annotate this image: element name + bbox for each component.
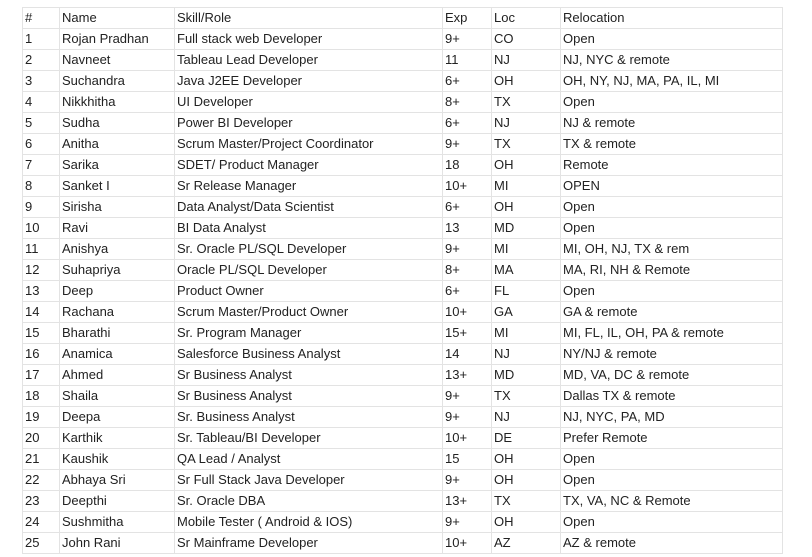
cell-relocation: Prefer Remote	[561, 428, 783, 449]
table-row	[23, 29, 783, 50]
cell-skill-role: Mobile Tester ( Android & IOS)	[175, 512, 443, 533]
cell-skill-role: Data Analyst/Data Scientist	[175, 197, 443, 218]
table-row	[23, 365, 783, 386]
candidates-table	[22, 7, 783, 554]
cell-number: 3	[23, 71, 60, 92]
cell-loc: GA	[492, 302, 561, 323]
cell-exp: 9+	[443, 407, 492, 428]
cell-loc: TX	[492, 134, 561, 155]
cell-name: Rachana	[60, 302, 175, 323]
cell-loc: AZ	[492, 533, 561, 554]
cell-relocation: NJ, NYC & remote	[561, 50, 783, 71]
cell-exp: 9+	[443, 512, 492, 533]
cell-name: Kaushik	[60, 449, 175, 470]
header-relocation: Relocation	[561, 8, 783, 29]
cell-skill-role: Sr. Oracle PL/SQL Developer	[175, 239, 443, 260]
cell-skill-role: Sr. Tableau/BI Developer	[175, 428, 443, 449]
cell-exp: 13+	[443, 491, 492, 512]
cell-relocation: MI, OH, NJ, TX & rem	[561, 239, 783, 260]
cell-relocation: MA, RI, NH & Remote	[561, 260, 783, 281]
cell-exp: 13	[443, 218, 492, 239]
cell-name: Anamica	[60, 344, 175, 365]
cell-name: Suhapriya	[60, 260, 175, 281]
cell-relocation: Open	[561, 449, 783, 470]
cell-loc: OH	[492, 155, 561, 176]
cell-exp: 10+	[443, 533, 492, 554]
cell-name: Deep	[60, 281, 175, 302]
cell-loc: OH	[492, 512, 561, 533]
cell-exp: 9+	[443, 239, 492, 260]
cell-skill-role: BI Data Analyst	[175, 218, 443, 239]
cell-name: Deepthi	[60, 491, 175, 512]
cell-name: Rojan Pradhan	[60, 29, 175, 50]
table-row	[23, 407, 783, 428]
cell-relocation: Open	[561, 197, 783, 218]
header-exp: Exp	[443, 8, 492, 29]
cell-loc: OH	[492, 449, 561, 470]
cell-relocation: NJ, NYC, PA, MD	[561, 407, 783, 428]
table-row	[23, 197, 783, 218]
cell-number: 19	[23, 407, 60, 428]
cell-number: 11	[23, 239, 60, 260]
cell-skill-role: Sr. Program Manager	[175, 323, 443, 344]
cell-number: 1	[23, 29, 60, 50]
cell-number: 24	[23, 512, 60, 533]
cell-skill-role: QA Lead / Analyst	[175, 449, 443, 470]
cell-relocation: GA & remote	[561, 302, 783, 323]
cell-skill-role: Sr. Oracle DBA	[175, 491, 443, 512]
cell-name: Anishya	[60, 239, 175, 260]
cell-loc: MI	[492, 239, 561, 260]
cell-loc: TX	[492, 92, 561, 113]
cell-name: Anitha	[60, 134, 175, 155]
table-row	[23, 71, 783, 92]
cell-exp: 8+	[443, 260, 492, 281]
cell-relocation: Open	[561, 281, 783, 302]
cell-number: 5	[23, 113, 60, 134]
cell-skill-role: Scrum Master/Product Owner	[175, 302, 443, 323]
cell-exp: 9+	[443, 29, 492, 50]
header-row	[23, 8, 783, 29]
cell-name: Deepa	[60, 407, 175, 428]
table-row	[23, 470, 783, 491]
header-number: #	[23, 8, 60, 29]
cell-relocation: NJ & remote	[561, 113, 783, 134]
cell-number: 13	[23, 281, 60, 302]
cell-exp: 11	[443, 50, 492, 71]
cell-skill-role: Power BI Developer	[175, 113, 443, 134]
cell-name: Ahmed	[60, 365, 175, 386]
cell-skill-role: Sr Release Manager	[175, 176, 443, 197]
table-row	[23, 92, 783, 113]
cell-relocation: NY/NJ & remote	[561, 344, 783, 365]
cell-loc: NJ	[492, 344, 561, 365]
cell-skill-role: Sr Business Analyst	[175, 386, 443, 407]
cell-exp: 9+	[443, 134, 492, 155]
cell-exp: 13+	[443, 365, 492, 386]
cell-skill-role: Scrum Master/Project Coordinator	[175, 134, 443, 155]
table-row	[23, 428, 783, 449]
cell-skill-role: UI Developer	[175, 92, 443, 113]
cell-skill-role: SDET/ Product Manager	[175, 155, 443, 176]
cell-exp: 6+	[443, 113, 492, 134]
cell-number: 22	[23, 470, 60, 491]
table-row	[23, 155, 783, 176]
cell-exp: 14	[443, 344, 492, 365]
cell-name: Shaila	[60, 386, 175, 407]
cell-loc: NJ	[492, 407, 561, 428]
cell-skill-role: Sr Business Analyst	[175, 365, 443, 386]
table-row	[23, 260, 783, 281]
cell-number: 6	[23, 134, 60, 155]
table-row	[23, 386, 783, 407]
cell-number: 25	[23, 533, 60, 554]
cell-number: 23	[23, 491, 60, 512]
cell-relocation: MI, FL, IL, OH, PA & remote	[561, 323, 783, 344]
header-loc: Loc	[492, 8, 561, 29]
cell-name: Navneet	[60, 50, 175, 71]
cell-exp: 10+	[443, 176, 492, 197]
table-row	[23, 113, 783, 134]
cell-skill-role: Sr Full Stack Java Developer	[175, 470, 443, 491]
cell-relocation: MD, VA, DC & remote	[561, 365, 783, 386]
cell-relocation: OPEN	[561, 176, 783, 197]
cell-relocation: TX, VA, NC & Remote	[561, 491, 783, 512]
cell-exp: 6+	[443, 71, 492, 92]
cell-name: Karthik	[60, 428, 175, 449]
table-row	[23, 239, 783, 260]
cell-skill-role: Salesforce Business Analyst	[175, 344, 443, 365]
cell-loc: MD	[492, 218, 561, 239]
cell-skill-role: Product Owner	[175, 281, 443, 302]
cell-number: 15	[23, 323, 60, 344]
cell-relocation: Dallas TX & remote	[561, 386, 783, 407]
cell-name: Suchandra	[60, 71, 175, 92]
table-row	[23, 176, 783, 197]
cell-number: 20	[23, 428, 60, 449]
cell-number: 2	[23, 50, 60, 71]
cell-number: 10	[23, 218, 60, 239]
cell-exp: 10+	[443, 428, 492, 449]
cell-number: 17	[23, 365, 60, 386]
cell-exp: 6+	[443, 281, 492, 302]
cell-skill-role: Full stack web Developer	[175, 29, 443, 50]
cell-relocation: Remote	[561, 155, 783, 176]
table-row	[23, 449, 783, 470]
table-row	[23, 344, 783, 365]
cell-name: Bharathi	[60, 323, 175, 344]
cell-name: John Rani	[60, 533, 175, 554]
cell-skill-role: Oracle PL/SQL Developer	[175, 260, 443, 281]
cell-number: 18	[23, 386, 60, 407]
cell-loc: MI	[492, 323, 561, 344]
table-row	[23, 134, 783, 155]
table-row	[23, 323, 783, 344]
cell-number: 16	[23, 344, 60, 365]
cell-exp: 9+	[443, 470, 492, 491]
cell-relocation: AZ & remote	[561, 533, 783, 554]
header-skill-role: Skill/Role	[175, 8, 443, 29]
cell-exp: 6+	[443, 197, 492, 218]
cell-relocation: Open	[561, 218, 783, 239]
table-row	[23, 533, 783, 554]
cell-number: 4	[23, 92, 60, 113]
cell-relocation: Open	[561, 470, 783, 491]
cell-number: 9	[23, 197, 60, 218]
cell-loc: TX	[492, 386, 561, 407]
cell-loc: OH	[492, 470, 561, 491]
cell-number: 21	[23, 449, 60, 470]
cell-name: Sanket I	[60, 176, 175, 197]
table-row	[23, 281, 783, 302]
cell-loc: MD	[492, 365, 561, 386]
cell-exp: 18	[443, 155, 492, 176]
cell-number: 8	[23, 176, 60, 197]
cell-exp: 10+	[443, 302, 492, 323]
cell-relocation: OH, NY, NJ, MA, PA, IL, MI	[561, 71, 783, 92]
cell-name: Ravi	[60, 218, 175, 239]
cell-name: Sirisha	[60, 197, 175, 218]
cell-exp: 8+	[443, 92, 492, 113]
cell-loc: CO	[492, 29, 561, 50]
table-row	[23, 50, 783, 71]
cell-name: Sushmitha	[60, 512, 175, 533]
cell-exp: 9+	[443, 386, 492, 407]
cell-skill-role: Tableau Lead Developer	[175, 50, 443, 71]
cell-exp: 15	[443, 449, 492, 470]
cell-loc: NJ	[492, 113, 561, 134]
table-row	[23, 512, 783, 533]
header-name: Name	[60, 8, 175, 29]
cell-skill-role: Java J2EE Developer	[175, 71, 443, 92]
cell-loc: NJ	[492, 50, 561, 71]
cell-loc: MA	[492, 260, 561, 281]
cell-relocation: Open	[561, 29, 783, 50]
cell-relocation: Open	[561, 512, 783, 533]
cell-name: Nikkhitha	[60, 92, 175, 113]
table-row	[23, 491, 783, 512]
cell-skill-role: Sr Mainframe Developer	[175, 533, 443, 554]
table-row	[23, 218, 783, 239]
cell-number: 12	[23, 260, 60, 281]
cell-loc: MI	[492, 176, 561, 197]
cell-loc: OH	[492, 71, 561, 92]
cell-relocation: Open	[561, 92, 783, 113]
cell-loc: DE	[492, 428, 561, 449]
cell-name: Sudha	[60, 113, 175, 134]
table-body	[23, 29, 783, 554]
cell-relocation: TX & remote	[561, 134, 783, 155]
cell-loc: FL	[492, 281, 561, 302]
table-row	[23, 302, 783, 323]
cell-exp: 15+	[443, 323, 492, 344]
cell-loc: TX	[492, 491, 561, 512]
cell-number: 7	[23, 155, 60, 176]
cell-loc: OH	[492, 197, 561, 218]
cell-number: 14	[23, 302, 60, 323]
cell-name: Abhaya Sri	[60, 470, 175, 491]
cell-skill-role: Sr. Business Analyst	[175, 407, 443, 428]
cell-name: Sarika	[60, 155, 175, 176]
